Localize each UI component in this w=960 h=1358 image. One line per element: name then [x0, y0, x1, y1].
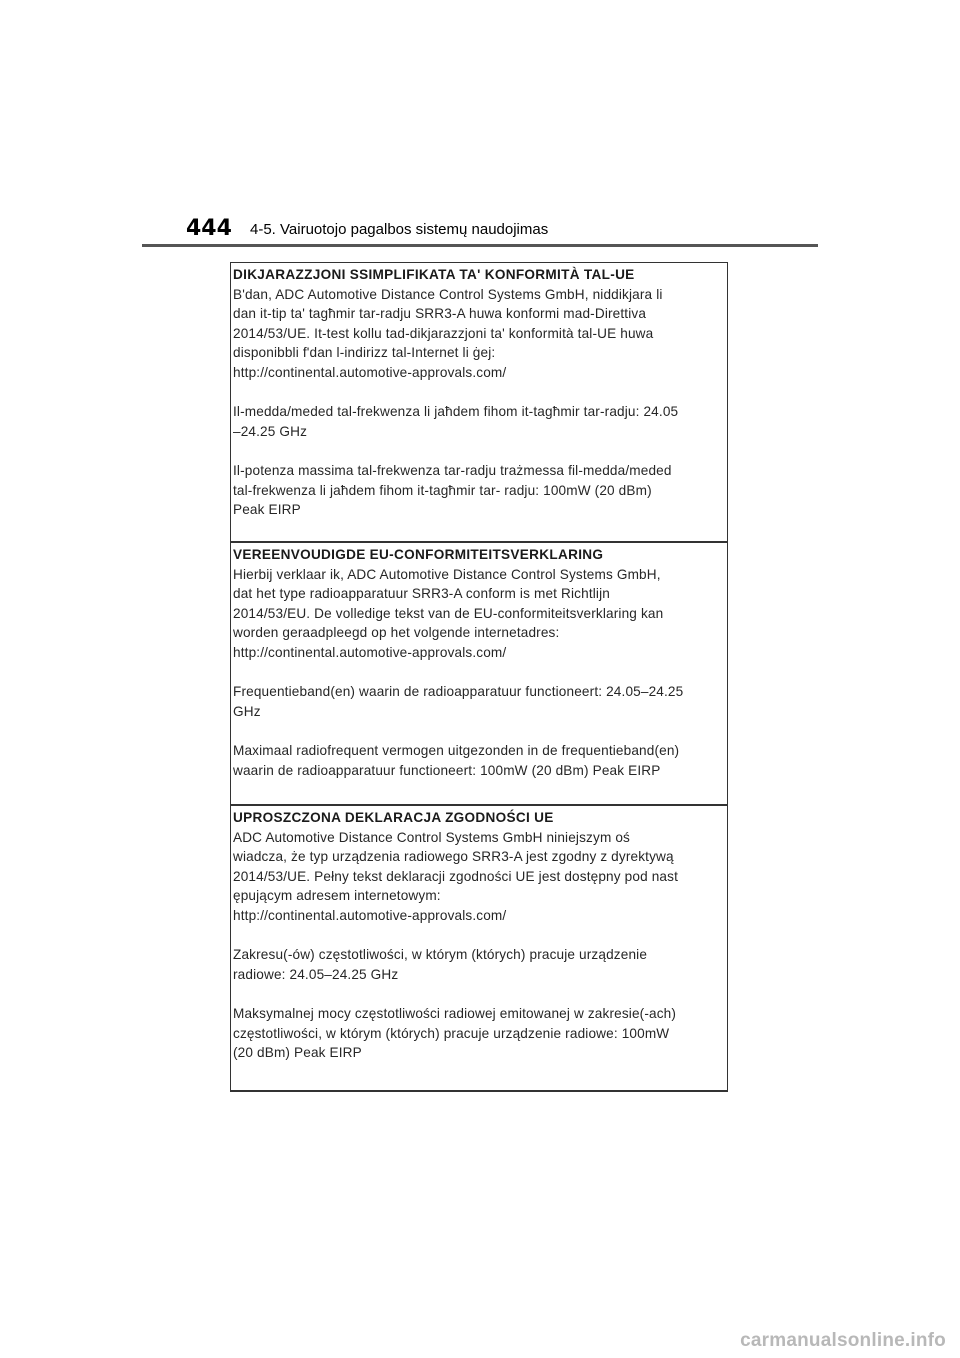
declaration-line: wiadcza, że typ urządzenia radiowego SRR3-A jest zgodny z dyrektywą: [233, 849, 674, 865]
declaration-line: dan it-tip ta' tagħmir tar-radju SRR3-A huwa konformi mad-Direttiva: [233, 306, 647, 322]
power-line: częstotliwości, w którym (których) pracuje urządzenie radiowe: 100mW: [233, 1025, 670, 1041]
declaration-line: worden geraadpleegd op het volgende internetadres:: [233, 625, 560, 641]
power-line: Peak EIRP: [233, 502, 301, 518]
declaration-line: Hierbij verklaar ik, ADC Automotive Distance Control Systems GmbH,: [233, 566, 661, 582]
declaration-line: dat het type radioapparatuur SRR3-A conform is met Richtlijn: [233, 586, 610, 602]
power-line: Il-potenza massima tal-frekwenza tar-radju trażmessa fil-medda/meded: [233, 462, 672, 478]
section-title: 4-5. Vairuotojo pagalbos sistemų naudojimas: [250, 221, 549, 238]
declaration-line: 2014/53/EU. De volledige tekst van de EU-conformiteitsverklaring kan: [233, 605, 664, 621]
declaration-line: ępującym adresem internetowym:: [233, 888, 441, 904]
declaration-line: ADC Automotive Distance Control Systems GmbH niniejszym oś: [233, 829, 631, 845]
frequency-line: GHz: [233, 703, 261, 719]
watermark: carmanualsonline.info: [740, 1330, 946, 1351]
declaration-line: B'dan, ADC Automotive Distance Control Systems GmbH, niddikjara li: [233, 286, 663, 302]
header-divider: [142, 244, 818, 247]
declaration-line: 2014/53/UE. It-test kollu tad-dikjarazzjoni ta' konformità tal-UE huwa: [233, 325, 654, 341]
power-line: Maksymalnej mocy częstotliwości radiowej emitowanej w zakresie(-ach): [233, 1005, 677, 1021]
page-number: 444: [186, 216, 232, 241]
declaration-url: http://continental.automotive-approvals.com/: [233, 644, 507, 660]
power-line: tal-frekwenza li jaħdem fihom it-tagħmir tar- radju: 100mW (20 dBm): [233, 482, 652, 498]
declaration-line: disponibbli f'dan l-indirizz tal-Internet li ġej:: [233, 345, 496, 361]
declaration-box-dutch: [230, 541, 728, 804]
frequency-line: Il-medda/meded tal-frekwenza li jaħdem fihom it-tagħmir tar-radju: 24.05: [233, 404, 679, 420]
power-line: (20 dBm) Peak EIRP: [233, 1045, 362, 1061]
frequency-line: Zakresu(-ów) częstotliwości, w którym (których) pracuje urządzenie: [233, 947, 648, 963]
declaration-box-maltese: [230, 262, 728, 541]
frequency-line: –24.25 GHz: [233, 423, 308, 439]
power-line: waarin de radioapparatuur functioneert: 100mW (20 dBm) Peak EIRP: [233, 762, 661, 778]
declaration-heading: VEREENVOUDIGDE EU-CONFORMITEITSVERKLARING: [233, 547, 604, 562]
declaration-box-polish: [230, 804, 728, 1092]
frequency-line: radiowe: 24.05–24.25 GHz: [233, 966, 399, 982]
declaration-heading: UPROSZCZONA DEKLARACJA ZGODNOŚCI UE: [233, 810, 554, 825]
declaration-url: http://continental.automotive-approvals.com/: [233, 364, 507, 380]
declaration-line: 2014/53/UE. Pełny tekst deklaracji zgodności UE jest dostępny pod nast: [233, 868, 678, 884]
declaration-url: http://continental.automotive-approvals.com/: [233, 907, 507, 923]
declaration-heading: DIKJARAZZJONI SSIMPLIFIKATA TA' KONFORMITÀ TAL-UE: [233, 267, 635, 282]
power-line: Maximaal radiofrequent vermogen uitgezonden in de frequentieband(en): [233, 742, 680, 758]
frequency-line: Frequentieband(en) waarin de radioapparatuur functioneert: 24.05–24.25: [233, 684, 684, 700]
